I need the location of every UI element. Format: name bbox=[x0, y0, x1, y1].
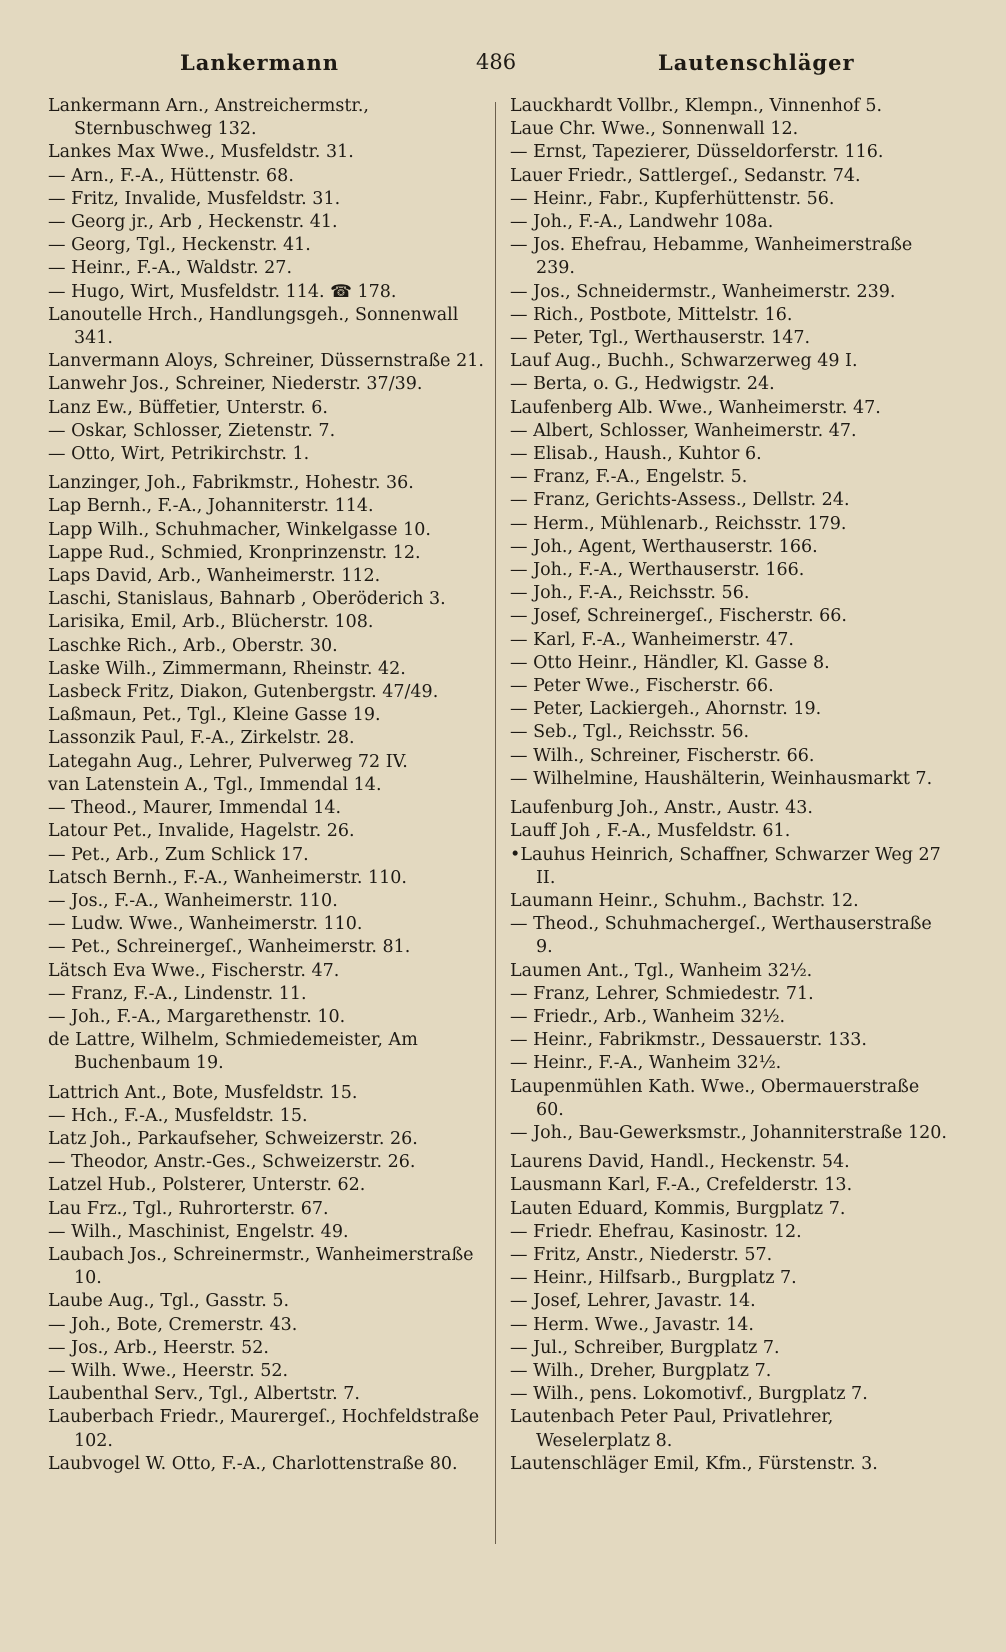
directory-entry: — Jos. Ehefrau, Hebamme, Wanheimerstraße 239. bbox=[510, 235, 913, 279]
directory-entry: Laufenberg Alb. Wwe., Wanheimerstr. 47. bbox=[510, 397, 881, 418]
directory-entry: — Jul., Schreiber, Burgplatz 7. bbox=[510, 1337, 780, 1358]
directory-entry: — Joh., F.-A., Werthauserstr. 166. bbox=[510, 560, 805, 581]
directory-entry: •Lauhus Heinrich, Schaffner, Schwarzer Weg 27 II. bbox=[510, 844, 941, 888]
directory-entry: — Heinr., Fabr., Kupferhüttenstr. 56. bbox=[510, 188, 835, 209]
directory-entry: Laurens David, Handl., Heckenstr. 54. bbox=[510, 1152, 850, 1173]
directory-entry: Laske Wilh., Zimmermann, Rheinstr. 42. bbox=[48, 658, 406, 679]
column-divider bbox=[495, 102, 496, 1544]
directory-entry: — Friedr. Ehefrau, Kasinostr. 12. bbox=[510, 1221, 802, 1242]
directory-entry: — Pet., Schreinergeſ., Wanheimerstr. 81. bbox=[48, 937, 411, 958]
directory-entry: — Franz, F.-A., Engelstr. 5. bbox=[510, 467, 748, 488]
directory-entry: — Ernst, Tapezierer, Düsseldorferstr. 116. bbox=[510, 142, 884, 163]
directory-entry: — Jos., Arb., Heerstr. 52. bbox=[48, 1337, 269, 1358]
directory-entry: van Latenstein A., Tgl., Immendal 14. bbox=[48, 774, 382, 795]
directory-entry: Lap Bernh., F.-A., Johanniterstr. 114. bbox=[48, 496, 374, 517]
directory-entry: — Joh., F.-A., Landwehr 108a. bbox=[510, 212, 774, 233]
directory-entry: Lauer Friedr., Sattlergeſ., Sedanstr. 74. bbox=[510, 165, 861, 186]
directory-entry: Lappe Rud., Schmied, Kronprinzenstr. 12. bbox=[48, 542, 421, 563]
directory-entry: Lanwehr Jos., Schreiner, Niederstr. 37/39. bbox=[48, 374, 423, 395]
directory-entry: — Joh., Agent, Werthauserstr. 166. bbox=[510, 536, 818, 557]
directory-entry: — Hugo, Wirt, Musfeldstr. 114. ☎ 178. bbox=[48, 281, 397, 302]
directory-entry: — Peter, Lackiergeh., Ahornstr. 19. bbox=[510, 699, 822, 720]
directory-entry: Lattrich Ant., Bote, Musfeldstr. 15. bbox=[48, 1082, 358, 1103]
directory-entry: — Heinr., F.-A., Wanheim 32½. bbox=[510, 1053, 782, 1074]
directory-entry: Lanoutelle Hrch., Handlungsgeh., Sonnenwall 341. bbox=[48, 304, 459, 349]
directory-entry: Lauf Aug., Buchh., Schwarzerweg 49 I. bbox=[510, 351, 858, 372]
right-column bbox=[510, 95, 950, 1476]
directory-entry: — Theod., Schuhmachergeſ., Werthauserstraße 9. bbox=[510, 914, 932, 958]
directory-entry: Lauberbach Friedr., Maurergeſ., Hochfeldstraße 102. bbox=[48, 1407, 480, 1451]
directory-entry: — Heinr., Hilfsarb., Burgplatz 7. bbox=[510, 1268, 797, 1289]
directory-entry: Lau Frz., Tgl., Ruhrorterstr. 67. bbox=[48, 1198, 329, 1219]
directory-entry: Lanvermann Aloys, Schreiner, Düssernstraße 21. bbox=[48, 351, 484, 372]
directory-entry: — Wilh., Maschinist, Engelstr. 49. bbox=[48, 1221, 349, 1242]
directory-entry: — Franz, Lehrer, Schmiedestr. 71. bbox=[510, 983, 814, 1004]
directory-entry: Lauff Joh , F.-A., Musfeldstr. 61. bbox=[510, 821, 791, 842]
directory-entry: — Friedr., Arb., Wanheim 32½. bbox=[510, 1006, 786, 1027]
directory-entry: Lapp Wilh., Schuhmacher, Winkelgasse 10. bbox=[48, 519, 431, 540]
directory-entry: Lauten Eduard, Kommis, Burgplatz 7. bbox=[510, 1198, 846, 1219]
directory-entry: — Jos., F.-A., Wanheimerstr. 110. bbox=[48, 890, 338, 911]
directory-entry: — Fritz, Anstr., Niederstr. 57. bbox=[510, 1244, 773, 1265]
directory-entry: — Heinr., Fabrikmstr., Dessauerstr. 133. bbox=[510, 1030, 867, 1051]
directory-entry: Lanz Ew., Büffetier, Unterstr. 6. bbox=[48, 397, 328, 418]
directory-entry: Lanzinger, Joh., Fabrikmstr., Hohestr. 36. bbox=[48, 473, 414, 494]
header-left-keyword: Lankermann bbox=[180, 50, 339, 75]
directory-entry: Laschke Rich., Arb., Oberstr. 30. bbox=[48, 635, 338, 656]
directory-entry: — Heinr., F.-A., Waldstr. 27. bbox=[48, 258, 293, 279]
directory-entry: Lauckhardt Vollbr., Klempn., Vinnenhof 5. bbox=[510, 96, 883, 116]
directory-entry: — Theod., Maurer, Immendal 14. bbox=[48, 798, 342, 819]
directory-entry: Laßmaun, Pet., Tgl., Kleine Gasse 19. bbox=[48, 705, 381, 726]
directory-entry: — Peter, Tgl., Werthauserstr. 147. bbox=[510, 328, 811, 349]
directory-entry: — Joh., Bau-Gewerksmstr., Johanniterstraße 120. bbox=[510, 1122, 947, 1143]
directory-entry: Lätsch Eva Wwe., Fischerstr. 47. bbox=[48, 960, 340, 981]
directory-entry: — Oskar, Schlosser, Zietenstr. 7. bbox=[48, 420, 336, 441]
directory-entry: Latsch Bernh., F.-A., Wanheimerstr. 110. bbox=[48, 867, 407, 888]
directory-entry: Lautenschläger Emil, Kfm., Fürstenstr. 3. bbox=[510, 1453, 878, 1474]
directory-entry: — Seb., Tgl., Reichsstr. 56. bbox=[510, 722, 750, 743]
directory-entry: — Fritz, Invalide, Musfeldstr. 31. bbox=[48, 188, 341, 209]
directory-entry: — Peter Wwe., Fischerstr. 66. bbox=[510, 676, 774, 697]
directory-entry: — Karl, F.-A., Wanheimerstr. 47. bbox=[510, 629, 794, 650]
page-number: 486 bbox=[476, 50, 517, 74]
directory-entry: — Wilh., Dreher, Burgplatz 7. bbox=[510, 1360, 772, 1381]
directory-entry: — Franz, Gerichts-Assess., Dellstr. 24. bbox=[510, 490, 850, 511]
directory-entry: — Berta, o. G., Hedwigstr. 24. bbox=[510, 374, 775, 395]
directory-entry: Lategahn Aug., Lehrer, Pulverweg 72 IV. bbox=[48, 751, 408, 772]
directory-entry: — Wilh., Schreiner, Fischerstr. 66. bbox=[510, 745, 815, 766]
directory-entry: — Hch., F.-A., Musfeldstr. 15. bbox=[48, 1105, 308, 1126]
directory-entry: — Joh., F.-A., Reichsstr. 56. bbox=[510, 583, 750, 604]
directory-entry: Lankermann Arn., Anstreichermstr., Sternbuschweg 132. bbox=[48, 96, 369, 140]
header-right-keyword: Lautenschläger bbox=[658, 50, 855, 75]
directory-entry: Laubvogel W. Otto, F.-A., Charlottenstraße 80. bbox=[48, 1453, 458, 1474]
directory-entry: Lautenbach Peter Paul, Privatlehrer, Weselerplatz 8. bbox=[510, 1407, 834, 1451]
page-header bbox=[48, 50, 946, 84]
directory-entry: — Albert, Schlosser, Wanheimerstr. 47. bbox=[510, 420, 857, 441]
directory-entry: — Arn., F.-A., Hüttenstr. 68. bbox=[48, 165, 294, 186]
directory-entry: — Elisab., Haush., Kuhtor 6. bbox=[510, 444, 762, 465]
directory-entry: — Theodor, Anstr.-Ges., Schweizerstr. 26. bbox=[48, 1152, 416, 1173]
directory-entry: — Joh., Bote, Cremerstr. 43. bbox=[48, 1314, 298, 1335]
directory-entry: — Georg jr., Arb , Heckenstr. 41. bbox=[48, 212, 338, 233]
directory-entry: Lasbeck Fritz, Diakon, Gutenbergstr. 47/49. bbox=[48, 682, 439, 703]
directory-entry: Laube Aug., Tgl., Gasstr. 5. bbox=[48, 1291, 290, 1312]
directory-entry: — Pet., Arb., Zum Schlick 17. bbox=[48, 844, 309, 865]
directory-entry: Laumen Ant., Tgl., Wanheim 32½. bbox=[510, 960, 813, 981]
left-column bbox=[48, 95, 488, 1476]
directory-entry: — Herm., Mühlenarb., Reichsstr. 179. bbox=[510, 513, 847, 534]
directory-entry: — Josef, Lehrer, Javastr. 14. bbox=[510, 1291, 756, 1312]
directory-entry: — Ludw. Wwe., Wanheimerstr. 110. bbox=[48, 914, 363, 935]
directory-entry: Latz Joh., Parkaufseher, Schweizerstr. 26. bbox=[48, 1128, 418, 1149]
directory-entry: — Wilh. Wwe., Heerstr. 52. bbox=[48, 1360, 289, 1381]
directory-entry: de Lattre, Wilhelm, Schmiedemeister, Am Buchenbaum 19. bbox=[48, 1030, 418, 1074]
directory-entry: Latour Pet., Invalide, Hagelstr. 26. bbox=[48, 821, 355, 842]
directory-entry: Larisika, Emil, Arb., Blücherstr. 108. bbox=[48, 612, 374, 633]
directory-entry: Lassonzik Paul, F.-A., Zirkelstr. 28. bbox=[48, 728, 355, 749]
directory-entry: Laumann Heinr., Schuhm., Bachstr. 12. bbox=[510, 890, 859, 911]
directory-entry: — Georg, Tgl., Heckenstr. 41. bbox=[48, 235, 311, 256]
directory-entry: Latzel Hub., Polsterer, Unterstr. 62. bbox=[48, 1175, 366, 1196]
directory-entry: — Franz, F.-A., Lindenstr. 11. bbox=[48, 983, 307, 1004]
directory-entry: Laschi, Stanislaus, Bahnarb , Oberöderich 3. bbox=[48, 589, 446, 610]
directory-entry: Laufenburg Joh., Anstr., Austr. 43. bbox=[510, 798, 813, 819]
directory-entry: — Joh., F.-A., Margarethenstr. 10. bbox=[48, 1006, 346, 1027]
directory-entry: Laue Chr. Wwe., Sonnenwall 12. bbox=[510, 119, 799, 140]
directory-entry: Laps David, Arb., Wanheimerstr. 112. bbox=[48, 566, 381, 587]
directory-entry: — Herm. Wwe., Javastr. 14. bbox=[510, 1314, 754, 1335]
directory-entry: — Jos., Schneidermstr., Wanheimerstr. 239. bbox=[510, 281, 896, 302]
directory-entry: Laupenmühlen Kath. Wwe., Obermauerstraße 60. bbox=[510, 1076, 920, 1120]
directory-entry: Laubach Jos., Schreinermstr., Wanheimerstraße 10. bbox=[48, 1244, 474, 1289]
directory-entry: — Otto Heinr., Händler, Kl. Gasse 8. bbox=[510, 652, 830, 673]
directory-entry: — Wilh., pens. Lokomotivf., Burgplatz 7. bbox=[510, 1384, 868, 1405]
directory-entry: Lausmann Karl, F.-A., Crefelderstr. 13. bbox=[510, 1175, 853, 1196]
directory-entry: — Rich., Postbote, Mittelstr. 16. bbox=[510, 304, 793, 325]
directory-entry: — Josef, Schreinergeſ., Fischerstr. 66. bbox=[510, 606, 847, 627]
directory-entry: — Otto, Wirt, Petrikirchstr. 1. bbox=[48, 444, 310, 465]
directory-entry: — Wilhelmine, Haushälterin, Weinhausmarkt 7. bbox=[510, 768, 933, 789]
directory-entry: Lankes Max Wwe., Musfeldstr. 31. bbox=[48, 142, 354, 163]
directory-entry: Laubenthal Serv., Tgl., Albertstr. 7. bbox=[48, 1384, 360, 1405]
